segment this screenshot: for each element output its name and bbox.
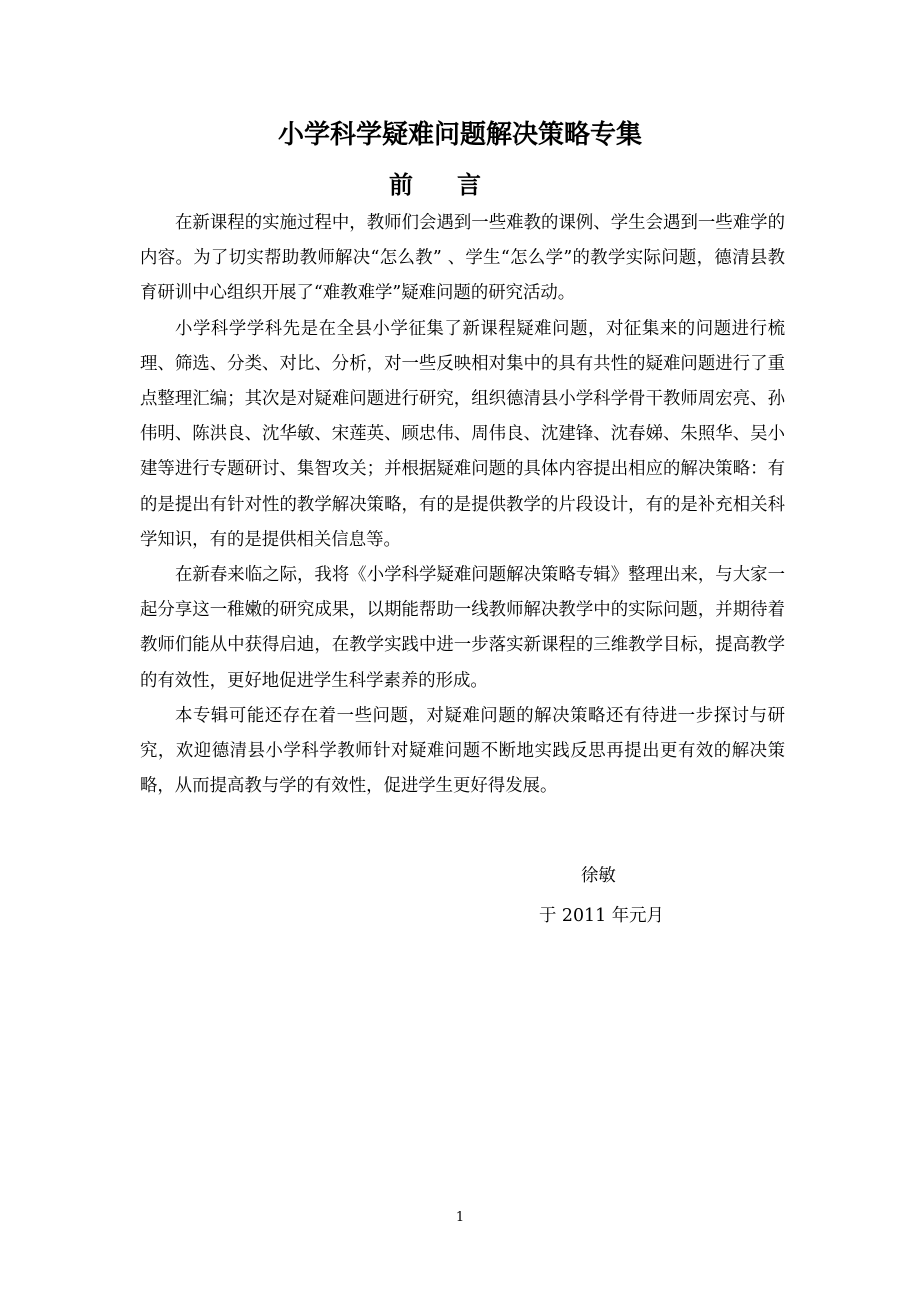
signature-author: 徐敏 (581, 866, 616, 886)
paragraph-1: 在新课程的实施过程中，教师们会遇到一些难教的课例、学生会遇到一些难学的内容。为了切实帮助教师解决“怎么教” 、学生“怎么学”的教学实际问题，德清县教育研训中心组织开展了“难教难学”疑难问题的研究活动。 (140, 213, 785, 304)
paragraph-2: 小学科学学科先是在全县小学征集了新课程疑难问题，对征集来的问题进行梳理、筛选、分类、对比、分析，对一些反映相对集中的具有共性的疑难问题进行了重点整理汇编；其次是对疑难问题进行研究，组织德清县小学科学骨干教师周宏亮、孙伟明、陈洪良、沈华敏、宋莲英、顾忠伟、周伟良、沈建锋、沈春娣、朱照华、吴小建等进行专题研讨、集智攻关；并根据疑难问题的具体内容提出相应的解决策略：有的是提出有针对性的教学解决策略，有的是提供教学的片段设计，有的是补充相关科学知识，有的是提供相关信息等。 (140, 318, 785, 550)
preface-body (140, 206, 785, 804)
section-heading-preface: 前言 (389, 170, 525, 199)
paragraph-3: 在新春来临之际，我将《小学科学疑难问题解决策略专辑》整理出来，与大家一起分享这一稚嫩的研究成果，以期能帮助一线教师解决教学中的实际问题，并期待着教师们能从中获得启迪，在教学实践中进一步落实新课程的三维教学目标，提高教学的有效性，更好地促进学生科学素养的形成。 (140, 565, 785, 691)
page-number: 1 (455, 1210, 465, 1225)
paragraph-4: 本专辑可能还存在着一些问题，对疑难问题的解决策略还有待进一步探讨与研究，欢迎德清县小学科学教师针对疑难问题不断地实践反思再提出更有效的解决策略，从而提高教与学的有效性，促进学生更好得发展。 (140, 705, 785, 797)
document-title: 小学科学疑难问题解决策略专集 (277, 120, 642, 150)
signature-date: 于 2011 年元月 (539, 906, 664, 926)
